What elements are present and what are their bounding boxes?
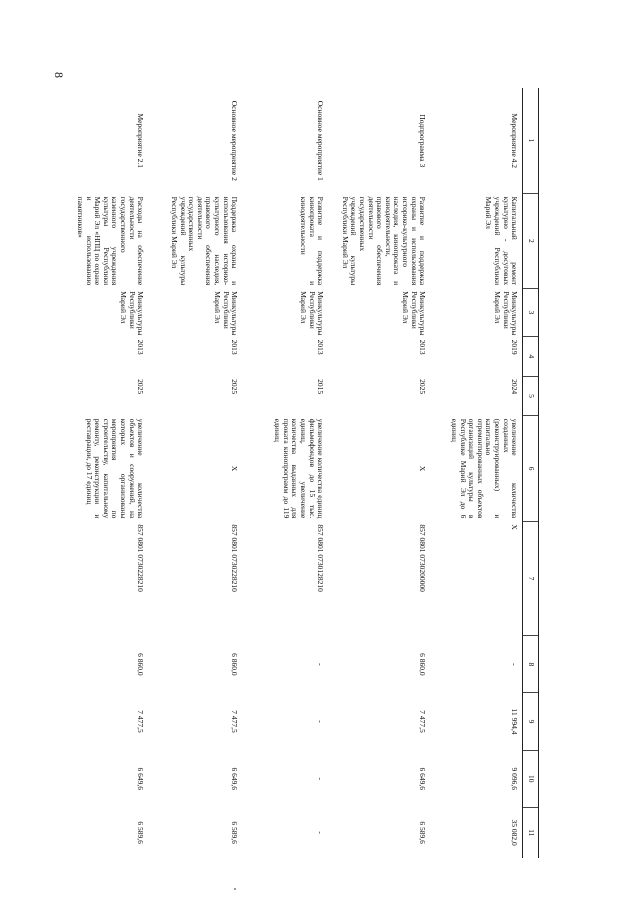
- table-row: [148, 88, 242, 858]
- table-row: [430, 88, 523, 858]
- cell-value: 6 589,6: [136, 821, 146, 844]
- page-number: 8: [52, 72, 66, 78]
- cell-value: -: [316, 831, 326, 834]
- cell-budget-code: 857 0801 0730228210: [136, 524, 146, 592]
- cell-value: -: [510, 663, 520, 666]
- cell-program-name: Подпрограмма 3: [418, 114, 428, 168]
- cell-end-year: 2024: [510, 379, 520, 395]
- cell-executor: Минкультуры Республики Марий Эл: [119, 291, 146, 336]
- cell-end-year: 2025: [230, 379, 240, 395]
- cell-end-year: 2015: [316, 379, 326, 395]
- cell-value: 7 477,5: [418, 710, 428, 733]
- cell-start-year: 2019: [510, 339, 520, 355]
- cell-value: 7 477,5: [136, 710, 146, 733]
- cell-end-year: 2025: [136, 379, 146, 395]
- column-number: 7: [523, 521, 539, 635]
- cell-program-name: Мероприятие 2.1: [136, 113, 146, 169]
- cell-value: 6 649,6: [136, 767, 146, 790]
- cell-value: 6 860,0: [418, 653, 428, 676]
- scan-artifact-dot: [234, 888, 236, 890]
- column-number-row: [523, 88, 539, 858]
- column-number: 11: [523, 807, 539, 858]
- column-number: 10: [523, 750, 539, 807]
- cell-value: 9 096,6: [510, 767, 520, 790]
- column-number: 1: [523, 88, 539, 194]
- table-row: [242, 88, 328, 858]
- column-number: 3: [523, 288, 539, 336]
- column-number: 4: [523, 337, 539, 377]
- cell-expected-result: увеличение количества созданных (реконструированных) и капитально отремонтированных объектов организаций культуры в Республике Марий Эл до 6 единиц: [450, 418, 520, 519]
- cell-title: Расходы на обеспечение деятельности государственного казенного учреждения культуры Республики Марий Эл «НПЦ по охране и использованию памятников»: [76, 196, 146, 286]
- cell-executor: Минкультуры Республики Марий Эл: [213, 291, 240, 336]
- cell-value: 6 860,0: [230, 653, 240, 676]
- cell-title: Развитие и поддержка охраны и использования историко-культурного наследия, кинопроката и кинодеятельности, правового обеспечения деятельности государственных учреждений культуры Республики Марий Эл: [340, 196, 428, 286]
- cell-expected-result: увеличение количества единиц фильмофондов до 15 тыс. единиц, увеличение количества выданных для проката кинопрограмм до 119 единиц: [273, 418, 326, 519]
- column-number: 8: [523, 636, 539, 693]
- column-number: 6: [523, 416, 539, 522]
- cell-program-name: Мероприятие 4.2: [510, 113, 520, 169]
- cell-value: -: [316, 720, 326, 723]
- column-number: 9: [523, 693, 539, 750]
- cell-title: Капитальный ремонт культурно - досуговых учреждений Республики Марий Эл: [484, 196, 520, 286]
- cell-program-name: Основное мероприятие 1: [316, 100, 326, 181]
- cell-expected-result: увеличение количества объектов и сооружений, на которых организованы мероприятия по строительству, капитальному ремонту, реконструкции и реставрации, до 17 единиц: [84, 418, 146, 519]
- cell-end-year: 2025: [418, 379, 428, 395]
- cell-title: Развитие и поддержка кинопроката и кинодеятельности: [299, 196, 326, 286]
- cell-budget-code: 857 0801 0730200000: [418, 524, 428, 592]
- column-number: 5: [523, 376, 539, 416]
- column-number: 2: [523, 194, 539, 289]
- cell-expected-result: X: [230, 465, 240, 472]
- cell-program-name: Основное мероприятие 2: [230, 100, 240, 181]
- cell-start-year: 2013: [418, 339, 428, 355]
- cell-title: Поддержка охраны и использования историко-культурного наследия, правового обеспечения деятельности государственных учреждений культуры Республики Марий Эл: [170, 196, 240, 286]
- program-table: [62, 88, 539, 858]
- cell-value: -: [316, 777, 326, 780]
- rotated-table-wrapper: [76, 88, 539, 858]
- cell-value: 7 477,5: [230, 710, 240, 733]
- cell-value: 35 082,0: [510, 819, 520, 846]
- table-row: [62, 88, 148, 858]
- cell-value: 11 994,4: [510, 708, 520, 735]
- cell-value: 6 589,6: [230, 821, 240, 844]
- cell-executor: Минкультуры Республики Марий Эл: [493, 291, 520, 336]
- cell-budget-code: 857 0801 0730228210: [230, 524, 240, 592]
- cell-executor: Минкультуры Республики Марий Эл: [401, 291, 428, 336]
- cell-budget-code: X: [510, 524, 520, 530]
- cell-start-year: 2013: [316, 339, 326, 355]
- cell-value: 6 589,6: [418, 821, 428, 844]
- cell-value: 6 860,0: [136, 653, 146, 676]
- cell-value: 6 649,6: [230, 767, 240, 790]
- cell-executor: Минкультуры Республики Марий Эл: [299, 291, 326, 336]
- cell-budget-code: 857 0801 0730128210: [316, 524, 326, 592]
- cell-value: -: [316, 663, 326, 666]
- cell-start-year: 2013: [136, 339, 146, 355]
- cell-start-year: 2013: [230, 339, 240, 355]
- cell-value: 6 649,6: [418, 767, 428, 790]
- table-row: [328, 88, 430, 858]
- cell-expected-result: X: [418, 465, 428, 472]
